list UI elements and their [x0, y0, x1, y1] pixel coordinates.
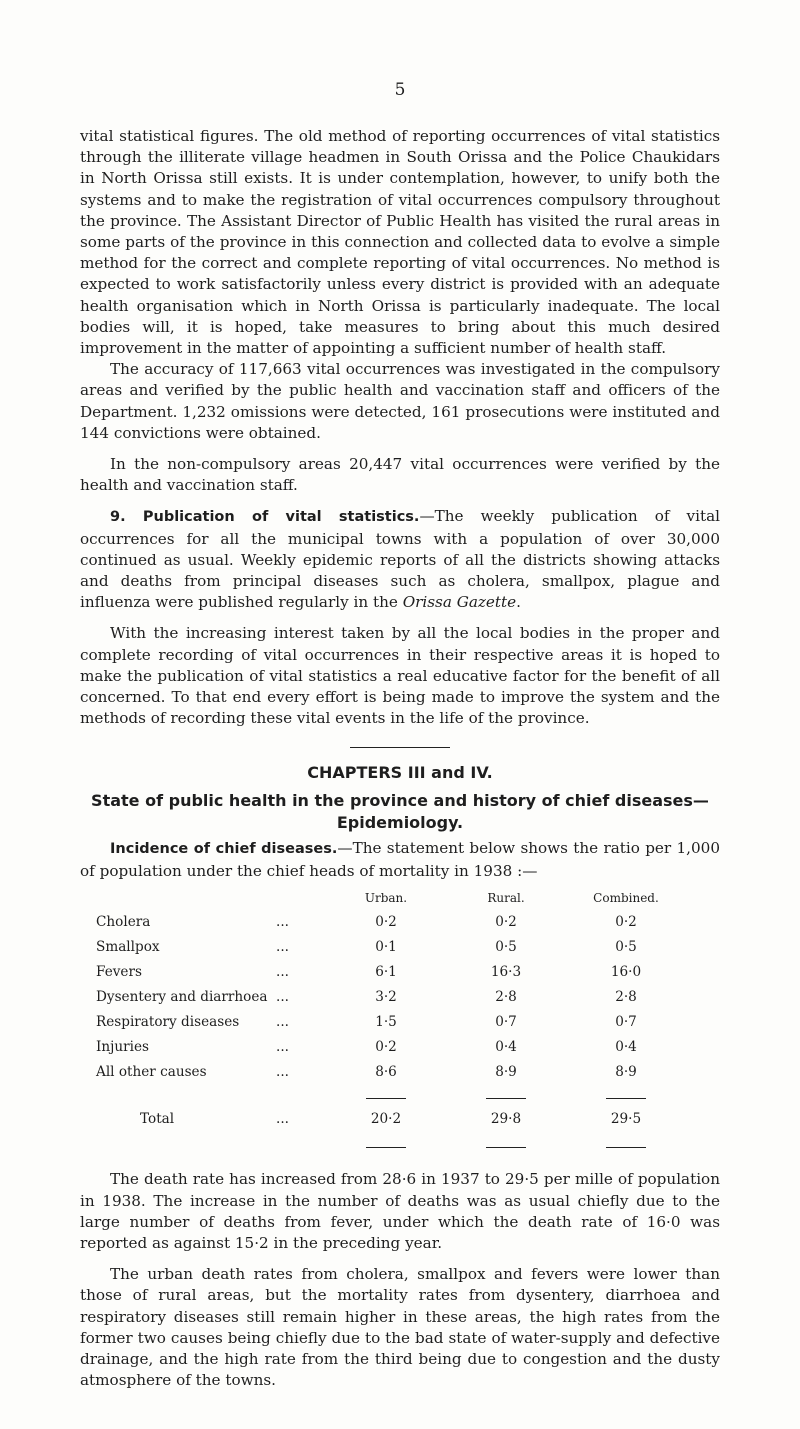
sum-line: [606, 1098, 646, 1099]
paragraph-urban-rates: The urban death rates from cholera, smallpox and fevers were lower than those of rural areas, but the mortality rates from dysentery, diarrhoea and respiratory diseases still remain higher in these areas, the high rates from the former two causes being chiefly due to the bad state of water-supply and defective drainage, and the high rate from the third being due to congestion and the dusty atmosphere of the towns.: [80, 1265, 720, 1390]
leader-dots: ...: [276, 938, 289, 955]
leader-dots: ...: [276, 963, 289, 980]
leader-dots: ...: [276, 1063, 289, 1080]
leader-dots: ...: [276, 1038, 289, 1055]
paragraph-incidence: [80, 838, 720, 881]
sum-line: [366, 1147, 406, 1148]
gazette-name: Orissa Gazette: [402, 593, 517, 612]
rural-value: 0·7: [495, 1013, 517, 1030]
total-label: Total: [140, 1111, 175, 1128]
table-row: [80, 910, 686, 935]
combined-value: 0·4: [615, 1038, 637, 1055]
urban-value: 0·1: [375, 938, 397, 955]
text-column: [80, 126, 720, 1391]
disease-name: Fevers: [96, 963, 142, 980]
combined-value: 16·0: [610, 963, 642, 980]
sum-rule-row: [80, 1134, 686, 1155]
table-total-row: [80, 1106, 686, 1134]
urban-value: 8·6: [375, 1063, 397, 1080]
rural-value: 2·8: [495, 988, 517, 1005]
paragraph-death-rate: The death rate has increased from 28·6 in 1937 to 29·5 per mille of population in 1938. The increase in the number of deaths was as usual chiefly due to the large number of deaths from fever, under which the death rate of 16·0 was reported as against 15·2 in the preceding year.: [80, 1170, 720, 1252]
combined-value: 2·8: [615, 988, 637, 1005]
sum-line: [366, 1098, 406, 1099]
total-rural: 29·8: [490, 1111, 522, 1128]
column-header-urban: Urban.: [364, 891, 408, 906]
urban-value: 0·2: [375, 1038, 397, 1055]
leader-dots: ...: [276, 1013, 289, 1030]
paragraph-non-compulsory: In the non-compulsory areas 20,447 vital occurrences were verified by the health and vaccination staff.: [80, 455, 720, 495]
disease-name: Respiratory diseases: [96, 1013, 240, 1030]
section-9-heading: 9. Publication of vital statistics.: [110, 509, 420, 526]
section-divider: [350, 747, 450, 748]
urban-value: 0·2: [375, 913, 397, 930]
leader-dots: ...: [276, 988, 289, 1005]
leader-dots: ...: [276, 913, 289, 930]
disease-name: Injuries: [96, 1038, 149, 1055]
chapter-subtitle: State of public health in the province and history of chief diseases— Epidemiology.: [91, 791, 709, 833]
table-row: [80, 1060, 686, 1085]
paragraph-vital-figures: vital statistical figures. The old method of reporting occurrences of vital statistics through the illiterate village headmen in South Orissa and the Police Chaukidars in North Orissa still exists. It is under contemplation, however, to unify both the systems and to make the registration of vital occurrences compulsory throughout the province. The Assistant Director of Public Health has visited the rural areas in some parts of the province in this connection and collected data to evolve a simple method for the correct and complete reporting of vital occurrences. No method is expected to work satisfactorily unless every district is provided with an adequate health organisation which in North Orissa is particularly inadequate. The local bodies will, it is hoped, take measures to bring about this much desired improvement in the matter of appointing a sufficient number of health staff.: [80, 127, 720, 358]
leader-dots: ...: [276, 1111, 289, 1128]
column-header-combined: Combined.: [593, 891, 659, 906]
incidence-heading: Incidence of chief diseases.: [110, 841, 338, 858]
table-row: [80, 960, 686, 985]
section-9-end: .: [516, 593, 521, 612]
sum-line: [486, 1147, 526, 1148]
sum-line: [606, 1147, 646, 1148]
mortality-table: [80, 888, 686, 1155]
page-number: 5: [394, 80, 406, 100]
paragraph-accuracy: The accuracy of 117,663 vital occurrences was investigated in the compulsory areas and verified by the public health and vaccination staff and officers of the Department. 1,232 omissions were detected, 161 prosecutions were instituted and 144 convictions were obtained.: [80, 360, 720, 442]
column-header-rural: Rural.: [487, 891, 525, 906]
sum-line: [486, 1098, 526, 1099]
disease-name: Cholera: [96, 913, 151, 930]
urban-value: 1·5: [375, 1013, 397, 1030]
total-urban: 20·2: [370, 1111, 402, 1128]
combined-value: 0·2: [615, 913, 637, 930]
table-row: [80, 985, 686, 1010]
table-row: [80, 1035, 686, 1060]
disease-name: Dysentery and diarrhoea: [96, 988, 268, 1005]
rural-value: 0·4: [495, 1038, 517, 1055]
urban-value: 3·2: [375, 988, 397, 1005]
urban-value: 6·1: [375, 963, 397, 980]
table-row: [80, 935, 686, 960]
disease-name: All other causes: [96, 1063, 207, 1080]
paragraph-interest: With the increasing interest taken by all the local bodies in the proper and complete recording of vital occurrences in their respective areas it is hoped to make the publication of vital statistics a real educative factor for the benefit of all concerned. To that end every effort is being made to improve the system and the methods of recording these vital events in the life of the province.: [80, 624, 720, 728]
rural-value: 0·5: [495, 938, 517, 955]
chapter-title: CHAPTERS III and IV.: [307, 763, 493, 783]
combined-value: 0·7: [615, 1013, 637, 1030]
sum-rule-row: [80, 1085, 686, 1106]
section-9-text: —The weekly publication of vital occurrences for all the municipal towns with a population of over 30,000 continued as usual. Weekly epidemic reports of all the districts showing attacks and deaths from principal diseases such as cholera, smallpox, plague and influenza were published regularly in the: [80, 507, 720, 612]
table-row: [80, 1010, 686, 1035]
rural-value: 8·9: [495, 1063, 517, 1080]
paragraph-publication: [80, 506, 720, 613]
disease-name: Smallpox: [96, 938, 160, 955]
rural-value: 16·3: [490, 963, 522, 980]
combined-value: 0·5: [615, 938, 637, 955]
total-combined: 29·5: [610, 1111, 642, 1128]
rural-value: 0·2: [495, 913, 517, 930]
combined-value: 8·9: [615, 1063, 637, 1080]
table-header-row: [80, 888, 686, 910]
incidence-text: —The statement below shows the ratio per 1,000 of population under the chief heads of mortality in 1938 :—: [80, 839, 720, 880]
